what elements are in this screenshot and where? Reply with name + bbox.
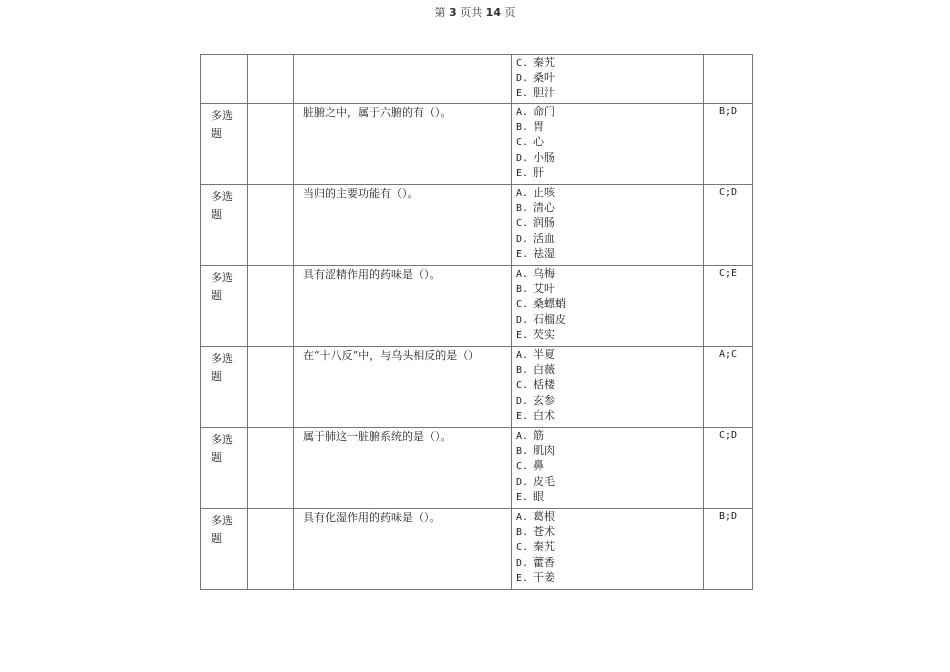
option-text: 小肠 (533, 150, 555, 164)
option-item (512, 266, 703, 281)
option-letter: B. (516, 365, 529, 377)
question-table (200, 54, 753, 590)
blank-cell (248, 104, 294, 185)
question-type-line: 题 (211, 289, 222, 302)
option-text: 命门 (533, 105, 555, 118)
type-cell (201, 509, 248, 590)
answer-text: C;E (718, 268, 738, 279)
option-letter: E. (516, 329, 529, 341)
option-text: 肌肉 (533, 444, 555, 458)
option-text: 秦艽 (533, 540, 555, 554)
option-letter: D. (516, 73, 529, 85)
option-letter: D. (516, 152, 529, 164)
option-item (512, 104, 703, 119)
option-text: 筋 (533, 429, 544, 442)
option-item (512, 200, 703, 215)
option-item (512, 185, 703, 200)
options-cell (512, 266, 704, 347)
question-type-line: 题 (211, 532, 222, 545)
question-type-line: 题 (211, 451, 222, 464)
option-letter: C. (516, 218, 529, 230)
option-letter: E. (516, 572, 529, 584)
option-letter: B. (516, 122, 529, 134)
option-item (512, 428, 703, 443)
option-text: 秦艽 (533, 56, 555, 69)
option-letter: E. (516, 410, 529, 422)
question-cell (294, 104, 512, 185)
option-text: 白术 (533, 408, 555, 422)
option-text: 葛根 (533, 510, 555, 523)
option-item (512, 150, 703, 165)
option-text: 活血 (533, 231, 555, 245)
option-item (512, 231, 703, 246)
option-item (512, 377, 703, 392)
option-text: 润肠 (533, 216, 555, 230)
page-middle-text: 页共 (460, 6, 483, 19)
option-text: 半夏 (533, 348, 555, 361)
table-row (201, 509, 753, 590)
question-type-line: 多选 (211, 433, 233, 446)
option-letter: D. (516, 476, 529, 488)
type-cell (201, 185, 248, 266)
option-text: 清心 (533, 201, 555, 215)
option-item (512, 55, 703, 70)
option-letter: A. (516, 431, 529, 442)
option-letter: D. (516, 395, 529, 407)
question-type-label (201, 428, 247, 467)
question-text: 具有涩精作用的药味是（）。 (303, 268, 441, 281)
blank-cell (248, 428, 294, 509)
option-text: 乌梅 (533, 267, 555, 280)
question-type-line: 多选 (211, 190, 233, 203)
option-letter: A. (516, 107, 529, 118)
question-text: 具有化湿作用的药味是（）。 (303, 511, 441, 524)
blank-cell (248, 55, 294, 104)
option-item (512, 70, 703, 85)
total-pages-number: 14 (485, 6, 501, 19)
question-type-label (201, 104, 247, 143)
page-suffix: 页 (504, 6, 516, 19)
table-row (201, 104, 753, 185)
question-cell (294, 266, 512, 347)
option-text: 心 (533, 135, 544, 149)
option-text: 祛湿 (533, 246, 555, 260)
option-text: 眼 (533, 489, 544, 503)
answer-text: A;C (718, 349, 738, 360)
option-letter: C. (516, 380, 529, 392)
option-text: 玄参 (533, 393, 555, 407)
option-item (512, 327, 703, 342)
question-cell (294, 55, 512, 104)
option-item (512, 443, 703, 458)
option-text: 止咳 (533, 186, 555, 199)
type-cell (201, 266, 248, 347)
question-text: 当归的主要功能有（）。 (303, 187, 419, 200)
option-text: 胆汁 (533, 86, 555, 100)
option-item (512, 246, 703, 261)
option-text: 藿香 (533, 555, 555, 569)
question-type-label (201, 266, 247, 305)
question-cell (294, 428, 512, 509)
question-type-line: 题 (211, 370, 222, 383)
question-type-line: 多选 (211, 514, 233, 527)
option-letter: B. (516, 446, 529, 458)
answer-cell (704, 185, 753, 266)
question-type-line: 题 (211, 208, 222, 221)
option-item (512, 347, 703, 362)
question-cell (294, 509, 512, 590)
option-letter: C. (516, 299, 529, 311)
option-letter: C. (516, 58, 529, 69)
option-letter: C. (516, 542, 529, 554)
option-item (512, 296, 703, 311)
option-letter: E. (516, 248, 529, 260)
option-item (512, 509, 703, 524)
answer-cell (704, 347, 753, 428)
option-text: 艾叶 (533, 282, 555, 296)
option-letter: E. (516, 167, 529, 179)
type-cell (201, 104, 248, 185)
question-text: 脏腑之中，属于六腑的有（）。 (303, 106, 452, 119)
options-cell (512, 104, 704, 185)
option-letter: C. (516, 137, 529, 149)
option-text: 桑叶 (533, 71, 555, 85)
table-row-continued (201, 55, 753, 104)
option-item (512, 393, 703, 408)
current-page-number: 3 (449, 6, 457, 19)
option-item (512, 570, 703, 585)
table-row (201, 428, 753, 509)
option-letter: B. (516, 284, 529, 296)
option-text: 桑螵蛸 (533, 297, 566, 311)
options-cell (512, 185, 704, 266)
option-item (512, 281, 703, 296)
question-type-line: 多选 (211, 109, 233, 122)
option-letter: A. (516, 350, 529, 361)
question-cell (294, 185, 512, 266)
option-item (512, 215, 703, 230)
option-letter: D. (516, 233, 529, 245)
option-text: 干姜 (533, 570, 555, 584)
page-prefix: 第 (434, 6, 446, 19)
question-type-label (201, 347, 247, 386)
answer-text: B;D (718, 511, 738, 522)
table-row (201, 185, 753, 266)
option-item (512, 555, 703, 570)
option-letter: A. (516, 512, 529, 523)
option-text: 石榴皮 (533, 312, 566, 326)
blank-cell (248, 347, 294, 428)
answer-text: B;D (718, 106, 738, 117)
blank-cell (248, 185, 294, 266)
options-cell (512, 509, 704, 590)
type-cell (201, 55, 248, 104)
option-text: 鼻 (533, 459, 544, 473)
option-text: 白薇 (533, 363, 555, 377)
option-item (512, 312, 703, 327)
table-row (201, 347, 753, 428)
question-type-label (201, 509, 247, 548)
question-type-line: 多选 (211, 352, 233, 365)
answer-text: C;D (718, 430, 738, 441)
option-letter: C. (516, 461, 529, 473)
option-item (512, 408, 703, 423)
answer-text: C;D (718, 187, 738, 198)
option-text: 肝 (533, 165, 544, 179)
type-cell (201, 347, 248, 428)
option-item (512, 474, 703, 489)
option-item (512, 489, 703, 504)
answer-cell (704, 266, 753, 347)
option-item (512, 85, 703, 100)
option-letter: E. (516, 491, 529, 503)
option-letter: D. (516, 314, 529, 326)
option-text: 皮毛 (533, 474, 555, 488)
option-letter: D. (516, 557, 529, 569)
answer-cell (704, 428, 753, 509)
blank-cell (248, 509, 294, 590)
option-letter: B. (516, 203, 529, 215)
option-item (512, 524, 703, 539)
answer-cell (704, 509, 753, 590)
option-letter: B. (516, 527, 529, 539)
page-number-header (0, 4, 950, 20)
option-item (512, 134, 703, 149)
type-cell (201, 428, 248, 509)
option-letter: A. (516, 269, 529, 280)
question-type-line: 多选 (211, 271, 233, 284)
question-text: 属于肺这一脏腑系统的是（）。 (303, 430, 452, 443)
option-item (512, 165, 703, 180)
blank-cell (248, 266, 294, 347)
option-text: 栝楼 (533, 378, 555, 392)
answer-cell (704, 104, 753, 185)
question-cell (294, 347, 512, 428)
option-text: 胃 (533, 120, 544, 134)
options-cell (512, 55, 704, 104)
option-item (512, 362, 703, 377)
options-cell (512, 347, 704, 428)
question-text: 在“十八反”中，与乌头相反的是（） (303, 349, 480, 362)
option-item (512, 119, 703, 134)
option-item (512, 458, 703, 473)
option-text: 苍术 (533, 525, 555, 539)
option-letter: A. (516, 188, 529, 199)
option-letter: E. (516, 88, 529, 100)
options-cell (512, 428, 704, 509)
option-item (512, 539, 703, 554)
table-row (201, 266, 753, 347)
question-type-label (201, 185, 247, 224)
option-text: 芡实 (533, 327, 555, 341)
question-type-line: 题 (211, 127, 222, 140)
answer-cell (704, 55, 753, 104)
